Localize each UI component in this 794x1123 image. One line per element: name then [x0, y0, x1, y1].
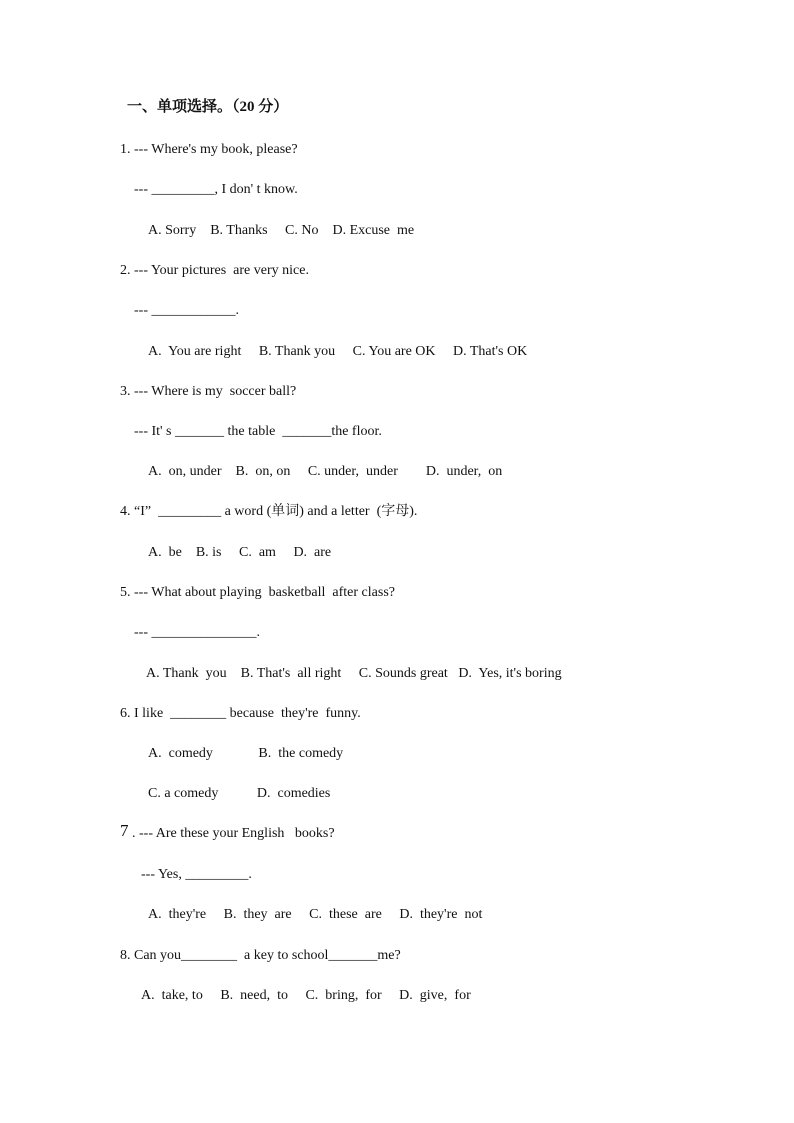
question-4-options: A. be B. is C. am D. are — [148, 545, 332, 560]
question-7-options: A. they're B. they are C. these are D. they're not — [148, 907, 483, 922]
question-2-options: A. You are right B. Thank you C. You are OK D. That's OK — [148, 344, 528, 359]
question-6-prompt: 6. I like ________ because they're funny. — [120, 706, 361, 721]
question-5-options: A. Thank you B. That's all right C. Sounds great D. Yes, it's boring — [146, 666, 562, 681]
question-3-answer-line: --- It' s _______ the table _______the floor. — [134, 424, 382, 439]
question-1-prompt: 1. --- Where's my book, please? — [120, 142, 298, 157]
question-5-answer-line: --- _______________. — [134, 625, 260, 640]
question-8-options: A. take, to B. need, to C. bring, for D. give, for — [141, 988, 471, 1003]
question-6-options-row-2: C. a comedy D. comedies — [148, 786, 331, 801]
question-3-prompt: 3. --- Where is my soccer ball? — [120, 384, 297, 399]
question-7-number: 7 — [120, 821, 129, 840]
question-5-prompt: 5. --- What about playing basketball after class? — [120, 585, 395, 600]
question-4-prompt: 4. “I” _________ a word (单词) and a letter (字母). — [120, 504, 418, 519]
section-title: 一、单项选择。（20 分） — [127, 99, 289, 115]
question-8-prompt: 8. Can you________ a key to school_______me? — [120, 948, 401, 963]
question-1-answer-line: --- _________, I don' t know. — [134, 182, 298, 197]
question-3-options: A. on, under B. on, on C. under, under D. under, on — [148, 464, 503, 479]
question-7-answer-line: --- Yes, _________. — [141, 867, 252, 882]
question-2-prompt: 2. --- Your pictures are very nice. — [120, 263, 309, 278]
question-1-options: A. Sorry B. Thanks C. No D. Excuse me — [148, 223, 415, 238]
question-6-options-row-1: A. comedy B. the comedy — [148, 746, 344, 761]
question-2-answer-line: --- ____________. — [134, 303, 239, 318]
question-7-prompt: . --- Are these your English books? — [132, 826, 335, 841]
